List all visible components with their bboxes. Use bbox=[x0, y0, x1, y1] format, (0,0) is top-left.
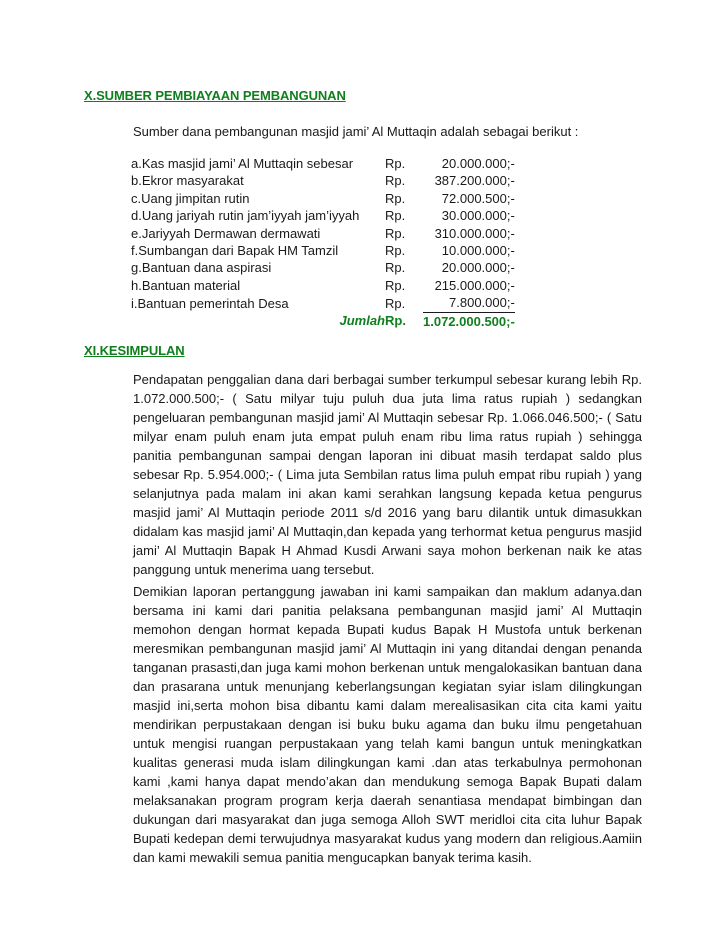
funding-label: g.Bantuan dana aspirasi bbox=[131, 260, 272, 276]
funding-currency: Rp. bbox=[385, 190, 406, 206]
section-heading-kesimpulan: XI.KESIMPULAN bbox=[84, 343, 185, 358]
funding-amount: 72.000.500;- bbox=[441, 190, 515, 206]
total-label: Jumlah bbox=[339, 313, 385, 329]
funding-label: c.Uang jimpitan rutin bbox=[131, 190, 250, 206]
funding-currency: Rp. bbox=[385, 295, 406, 311]
funding-amount: 387.200.000;- bbox=[434, 173, 515, 189]
funding-total-row bbox=[131, 312, 515, 330]
funding-row bbox=[131, 242, 515, 259]
funding-amount: 310.000.000;- bbox=[434, 225, 515, 241]
funding-row bbox=[131, 225, 515, 242]
funding-amount: 20.000.000;- bbox=[441, 260, 515, 276]
funding-label: i.Bantuan pemerintah Desa bbox=[131, 295, 289, 311]
funding-row bbox=[131, 155, 515, 172]
section-heading-sumber-pembiayaan: X.SUMBER PEMBIAYAAN PEMBANGUNAN bbox=[84, 88, 346, 103]
funding-amount: 7.800.000;- bbox=[423, 294, 515, 312]
funding-amount: 20.000.000;- bbox=[441, 156, 515, 171]
funding-label: a.Kas masjid jami’ Al Muttaqin sebesar bbox=[131, 156, 354, 171]
funding-row bbox=[131, 207, 515, 224]
funding-label: d.Uang jariyah rutin jam’iyyah jam’iyyah bbox=[131, 208, 360, 224]
funding-amount: 30.000.000;- bbox=[441, 208, 515, 224]
total-currency: Rp. bbox=[385, 313, 406, 329]
funding-currency: Rp. bbox=[385, 156, 406, 171]
funding-row bbox=[131, 259, 515, 276]
funding-label: h.Bantuan material bbox=[131, 277, 241, 293]
funding-currency: Rp. bbox=[385, 173, 406, 189]
conclusion-paragraph-1: Pendapatan penggalian dana dari berbagai sumber terkumpul sebesar kurang lebih Rp. 1.072.000.500;- ( Satu milyar tuju puluh dua juta lima ratus rupiah ) sedangkan pengeluaran pembangunan masjid jami’ Al Muttaqin sebesar Rp. 1.066.046.500;- ( Satu milyar enam puluh enam juta empat puluh enam ribu lima ratus rupiah ) sehingga panitia pembangunan sampai dengan laporan ini dibuat masih terdapat saldo plus sebesar Rp. 5.954.000;- ( Lima juta Sembilan ratus lima puluh empat ribu rupiah ) yang selanjutnya pada malam ini akan kami serahkan langsung kepada ketua pengurus masjid jami’ Al Muttaqin periode 2011 s/d 2016 yang baru dilantik untuk dimasukkan didalam kas masjid jami’ Al Muttaqin,dan kepada yang terhormat ketua pengurus masjid jami’ Al Muttaqin Bapak H Ahmad Kusdi Arwani saya mohon berkenan naik ke atas panggung untuk menerima uang tersebut. bbox=[133, 372, 642, 577]
funding-currency: Rp. bbox=[385, 243, 406, 259]
funding-intro-text: Sumber dana pembangunan masjid jami’ Al Muttaqin adalah sebagai berikut : bbox=[133, 124, 579, 139]
funding-row bbox=[131, 172, 515, 189]
funding-amount: 10.000.000;- bbox=[441, 243, 515, 259]
funding-label: b.Ekror masyarakat bbox=[131, 173, 244, 189]
funding-row bbox=[131, 294, 515, 312]
funding-row bbox=[131, 190, 515, 207]
funding-currency: Rp. bbox=[385, 208, 406, 224]
funding-row bbox=[131, 277, 515, 294]
funding-currency: Rp. bbox=[385, 260, 406, 276]
conclusion-paragraph-2: Demikian laporan pertanggung jawaban ini kami sampaikan dan maklum adanya.dan bersama ini kami dari panitia pelaksana pembangunan masjid jami’ Al Muttaqin memohon dengan hormat kepada Bupati kudus Bapak H Mustofa untuk berkenan meresmikan pembangunan masjid jami’ Al Muttaqin ini yang ditandai dengan penanda tanganan prasasti,dan juga kami mohon berkenan untuk mengalokasikan bantuan dana dan prasarana untuk menunjang keberlangsungan kegiatan syiar islam dilingkungan masjid ini,serta mohon bisa dibantu kami dalam merealisasikan cita cita kami yaitu mendirikan perpustakaan dengan isi buku buku agama dan buku ilmu pengetahuan untuk mengisi ruangan perpustakaan yang telah kami bangun untuk meningkatkan kualitas generasi muda islam dilingkungan kami .dan atas terkabulnya permohonan kami ,kami hanya dapat mendo’akan dan mendukung semoga Bapak Bupati dalam melaksanakan program program kerja daerah senantiasa mendapat bimbingan dan dukungan dari masyarakat dan juga semoga Alloh SWT meridloi cita cita luhur Bapak Bupati kedepan demi terwujudnya masyarakat kudus yang modern dan religious.Aamiin dan kami mewakili semua panitia mengucapkan banyak terima kasih. bbox=[133, 584, 642, 865]
total-amount: 1.072.000.500;- bbox=[423, 313, 515, 329]
funding-sources-table bbox=[131, 155, 515, 330]
funding-label: f.Sumbangan dari Bapak HM Tamzil bbox=[131, 243, 339, 259]
funding-amount: 215.000.000;- bbox=[434, 277, 515, 293]
funding-currency: Rp. bbox=[385, 277, 406, 293]
funding-currency: Rp. bbox=[385, 225, 406, 241]
funding-label: e.Jariyyah Dermawan dermawati bbox=[131, 225, 321, 241]
